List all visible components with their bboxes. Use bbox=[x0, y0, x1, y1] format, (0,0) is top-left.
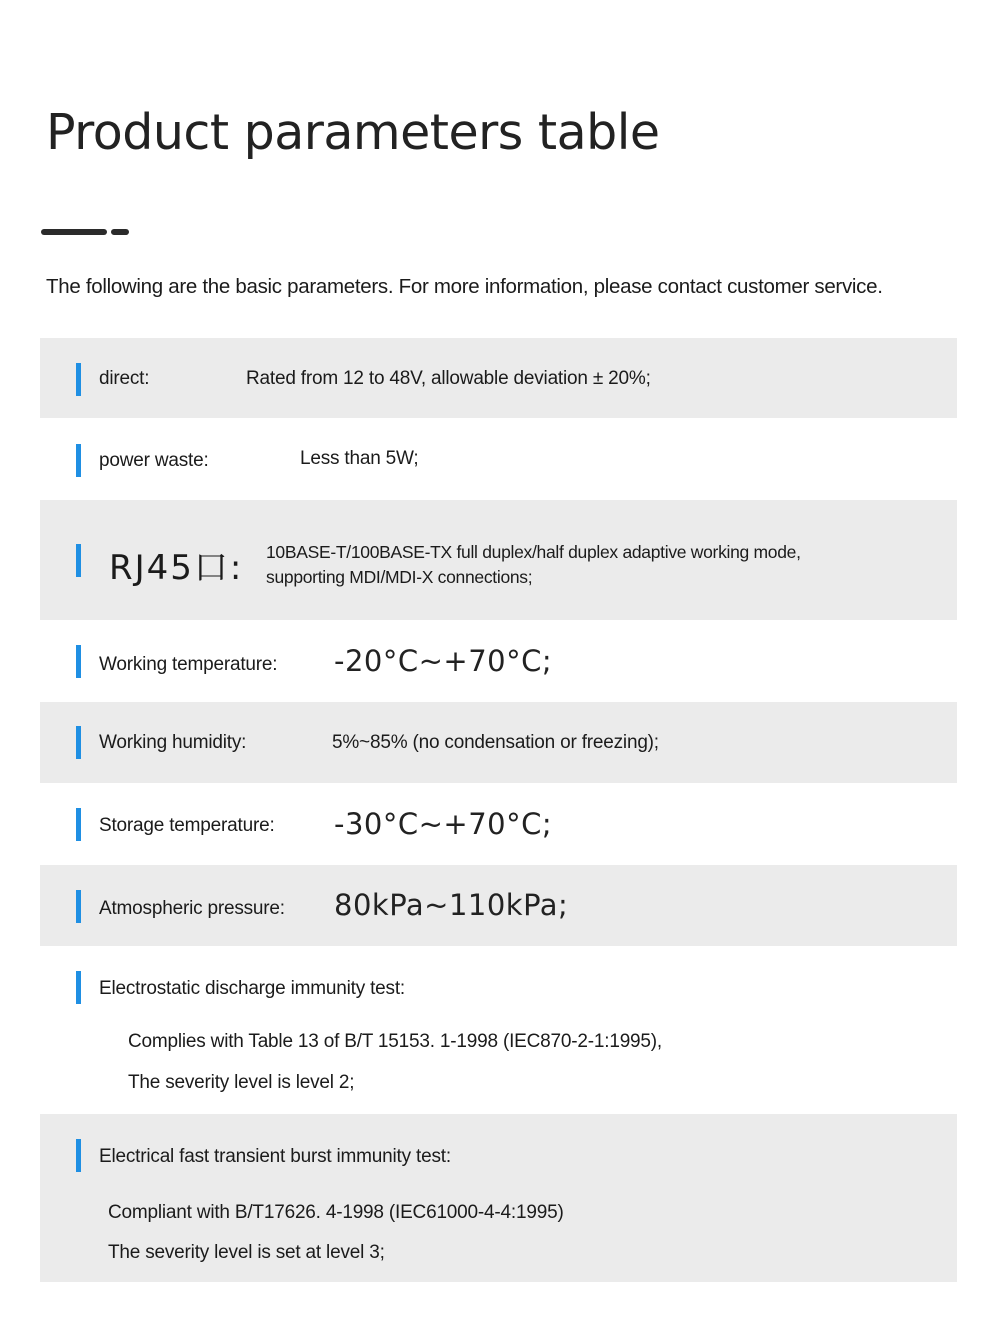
param-row-atmospheric-pressure bbox=[40, 865, 957, 946]
param-value: Less than 5W; bbox=[300, 448, 419, 469]
param-row-direct bbox=[40, 338, 957, 418]
param-row-rj45 bbox=[40, 500, 957, 620]
intro-text: The following are the basic parameters. For more information, please contact customer service. bbox=[46, 275, 883, 298]
param-value-line: Complies with Table 13 of B/T 15153. 1-1998 (IEC870-2-1:1995), bbox=[128, 1031, 662, 1052]
param-label: direct: bbox=[99, 368, 150, 389]
param-row-working-humidity bbox=[40, 702, 957, 783]
accent-bar bbox=[76, 890, 81, 923]
param-label: Atmospheric pressure: bbox=[99, 898, 285, 919]
param-value-line: Compliant with B/T17626. 4-1998 (IEC61000-4-4:1995) bbox=[108, 1202, 564, 1223]
param-row-esd bbox=[40, 946, 957, 1114]
param-value-line: The severity level is set at level 3; bbox=[108, 1242, 385, 1263]
param-label: Storage temperature: bbox=[99, 815, 275, 836]
accent-bar bbox=[76, 363, 81, 396]
param-value bbox=[266, 540, 801, 590]
title-underline-long bbox=[41, 229, 107, 235]
title-underline-short bbox=[111, 229, 129, 235]
param-row-working-temperature bbox=[40, 620, 957, 702]
param-label: Working temperature: bbox=[99, 654, 278, 675]
param-label: Working humidity: bbox=[99, 732, 247, 753]
page-title: Product parameters table bbox=[46, 104, 660, 161]
param-value: -30°C~+70°C; bbox=[334, 807, 553, 841]
accent-bar bbox=[76, 444, 81, 477]
accent-bar bbox=[76, 808, 81, 841]
param-label: Electrostatic discharge immunity test: bbox=[99, 978, 406, 999]
param-value: 5%~85% (no condensation or freezing); bbox=[332, 732, 659, 753]
param-value: 80kPa~110kPa; bbox=[334, 888, 569, 922]
param-label: RJ45口: bbox=[109, 548, 244, 588]
param-value-line: 10BASE-T/100BASE-TX full duplex/half duplex adaptive working mode, bbox=[266, 542, 801, 562]
accent-bar bbox=[76, 645, 81, 678]
param-row-storage-temperature bbox=[40, 783, 957, 865]
param-value: Rated from 12 to 48V, allowable deviation ± 20%; bbox=[246, 368, 651, 389]
param-value: -20°C~+70°C; bbox=[334, 644, 553, 678]
param-value-line: supporting MDI/MDI-X connections; bbox=[266, 567, 533, 587]
param-row-power-waste bbox=[40, 418, 957, 500]
accent-bar bbox=[76, 971, 81, 1004]
param-label: Electrical fast transient burst immunity test: bbox=[99, 1146, 451, 1167]
accent-bar bbox=[76, 726, 81, 759]
accent-bar bbox=[76, 544, 81, 577]
param-label: power waste: bbox=[99, 450, 209, 471]
accent-bar bbox=[76, 1139, 81, 1172]
param-value-line: The severity level is level 2; bbox=[128, 1072, 355, 1093]
param-row-eft bbox=[40, 1114, 957, 1282]
